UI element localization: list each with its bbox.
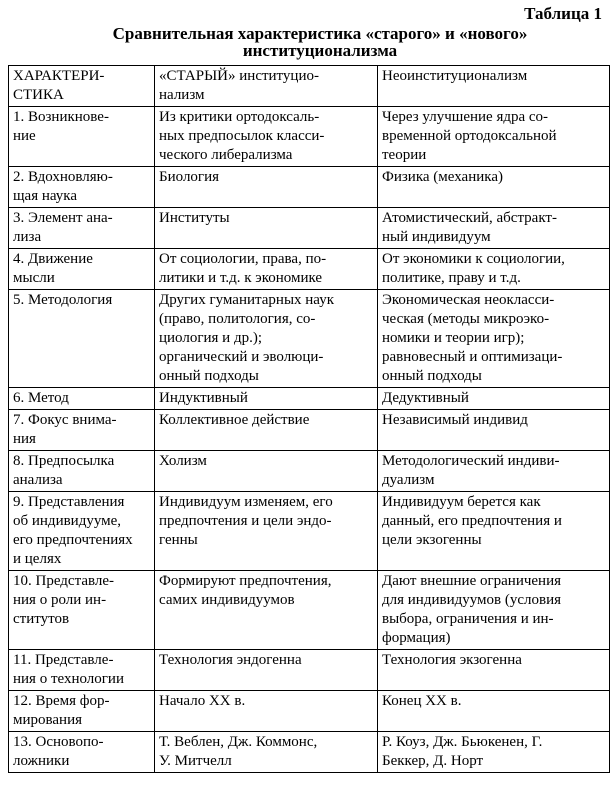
cell-neo-institutionalism: Технология экзогенна xyxy=(378,650,610,691)
cell-old-institutionalism: Т. Веблен, Дж. Коммонс, У. Митчелл xyxy=(155,732,378,773)
cell-neo-institutionalism: Через улучшение ядра со- временной ортодоксальной теории xyxy=(378,107,610,167)
cell-characteristic: 1. Возникнове- ние xyxy=(9,107,155,167)
table-row xyxy=(9,691,610,732)
comparison-table xyxy=(8,65,610,773)
cell-neo-institutionalism: Конец XX в. xyxy=(378,691,610,732)
header-old-institutionalism: «СТАРЫЙ» институцио- нализм xyxy=(155,66,378,107)
cell-old-institutionalism: Других гуманитарных наук (право, политология, со- циология и др.); органический и эволюци- онный подходы xyxy=(155,290,378,388)
cell-old-institutionalism: Из критики ортодоксаль- ных предпосылок класси- ческого либерализма xyxy=(155,107,378,167)
table-row xyxy=(9,167,610,208)
cell-old-institutionalism: Институты xyxy=(155,208,378,249)
table-row xyxy=(9,388,610,410)
table-row xyxy=(9,492,610,571)
table-row xyxy=(9,107,610,167)
cell-characteristic: 2. Вдохновляю- щая наука xyxy=(9,167,155,208)
cell-characteristic: 9. Представления об индивидууме, его предпочтениях и целях xyxy=(9,492,155,571)
cell-characteristic: 7. Фокус внима- ния xyxy=(9,410,155,451)
table-row xyxy=(9,650,610,691)
table-row xyxy=(9,208,610,249)
table-row xyxy=(9,732,610,773)
cell-characteristic: 12. Время фор- мирования xyxy=(9,691,155,732)
cell-neo-institutionalism: Экономическая неокласси- ческая (методы микроэко- номики и теории игр); равновесный и оптимизаци- онный подходы xyxy=(378,290,610,388)
cell-neo-institutionalism: Р. Коуз, Дж. Бьюкенен, Г. Беккер, Д. Норт xyxy=(378,732,610,773)
table-header-row xyxy=(9,66,610,107)
cell-characteristic: 10. Представле- ния о роли ин- ститутов xyxy=(9,571,155,650)
cell-neo-institutionalism: Дают внешние ограничения для индивидуумов (условия выбора, ограничения и ин- формация) xyxy=(378,571,610,650)
cell-neo-institutionalism: Индивидуум берется как данный, его предпочтения и цели экзогенны xyxy=(378,492,610,571)
cell-characteristic: 8. Предпосылка анализа xyxy=(9,451,155,492)
cell-characteristic: 4. Движение мысли xyxy=(9,249,155,290)
cell-old-institutionalism: Биология xyxy=(155,167,378,208)
cell-neo-institutionalism: Независимый индивид xyxy=(378,410,610,451)
cell-characteristic: 6. Метод xyxy=(9,388,155,410)
cell-neo-institutionalism: Дедуктивный xyxy=(378,388,610,410)
cell-old-institutionalism: Коллективное действие xyxy=(155,410,378,451)
cell-old-institutionalism: Начало XX в. xyxy=(155,691,378,732)
table-number: Таблица 1 xyxy=(524,4,602,23)
cell-neo-institutionalism: Атомистический, абстракт- ный индивидуум xyxy=(378,208,610,249)
header-neo-institutionalism: Неоинституционализм xyxy=(378,66,610,107)
cell-neo-institutionalism: От экономики к социологии, политике, праву и т.д. xyxy=(378,249,610,290)
cell-neo-institutionalism: Методологический индиви- дуализм xyxy=(378,451,610,492)
table-row xyxy=(9,571,610,650)
table-row xyxy=(9,410,610,451)
table-row xyxy=(9,249,610,290)
cell-characteristic: 3. Элемент ана- лиза xyxy=(9,208,155,249)
cell-characteristic: 13. Основопо- ложники xyxy=(9,732,155,773)
header-characteristic: ХАРАКТЕРИ- СТИКА xyxy=(9,66,155,107)
cell-characteristic: 11. Представле- ния о технологии xyxy=(9,650,155,691)
table-title: Сравнительная характеристика «старого» и «нового» институционализма xyxy=(112,24,528,60)
cell-old-institutionalism: Индуктивный xyxy=(155,388,378,410)
cell-old-institutionalism: От социологии, права, по- литики и т.д. к экономике xyxy=(155,249,378,290)
cell-neo-institutionalism: Физика (механика) xyxy=(378,167,610,208)
cell-old-institutionalism: Формируют предпочтения, самих индивидуумов xyxy=(155,571,378,650)
cell-characteristic: 5. Методология xyxy=(9,290,155,388)
cell-old-institutionalism: Индивидуум изменяем, его предпочтения и цели эндо- генны xyxy=(155,492,378,571)
table-row xyxy=(9,451,610,492)
cell-old-institutionalism: Холизм xyxy=(155,451,378,492)
table-row xyxy=(9,290,610,388)
cell-old-institutionalism: Технология эндогенна xyxy=(155,650,378,691)
